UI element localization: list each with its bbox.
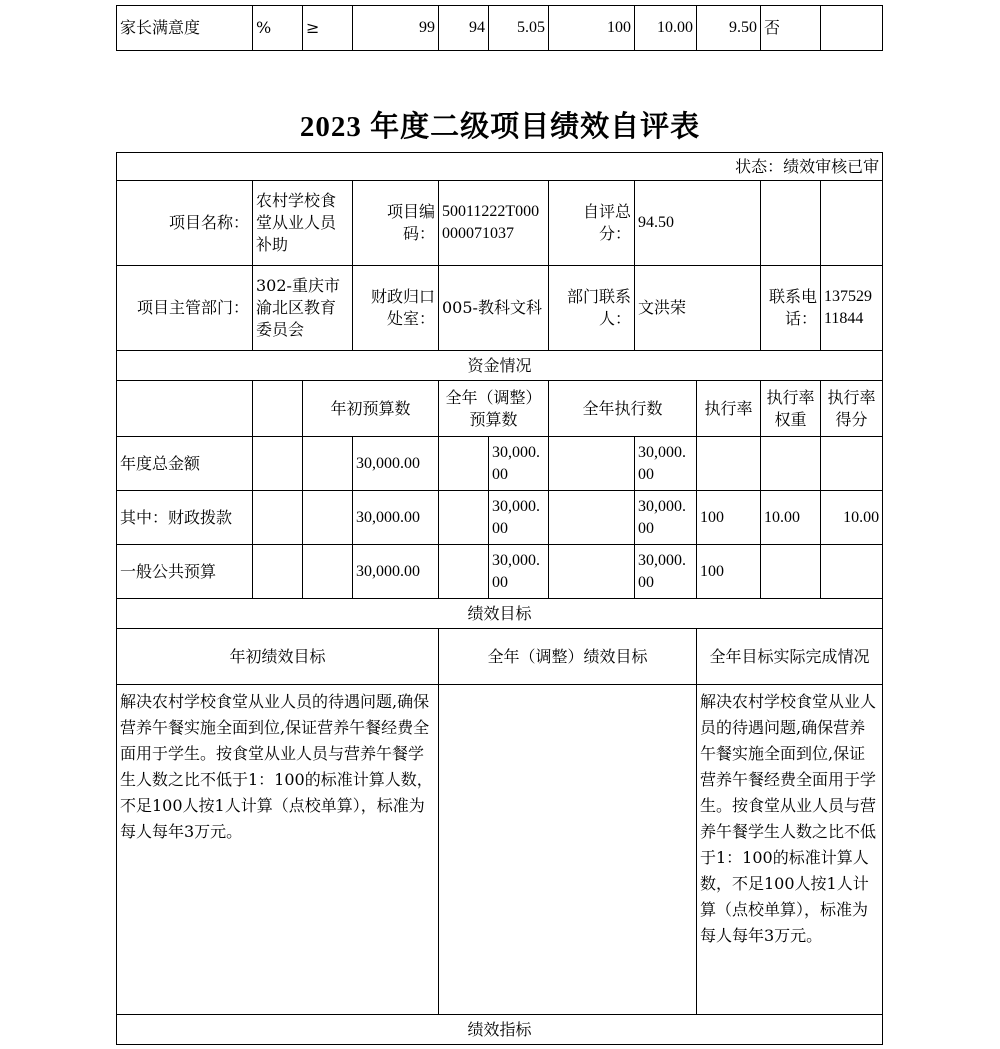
actual-completion-text: 解决农村学校食堂从业人员的待遇问题,确保营养午餐实施全面到位,保证营养午餐经费全面用于学生。按食堂从业人员与营养午餐学生人数之比不低于1：100的标准计算人数，不足100人按1人计算（点校单算），标准为每人每年3万元。 — [697, 685, 883, 1015]
fund-rate — [697, 437, 761, 491]
empty-cell — [303, 437, 353, 491]
previous-table-row — [116, 5, 883, 51]
self-score-value: 94.50 — [635, 181, 761, 266]
fund-score — [821, 545, 883, 599]
dept-label: 项目主管部门： — [117, 266, 253, 351]
project-code-value: 50011222T000000071037 — [439, 181, 549, 266]
project-name-label: 项目名称： — [117, 181, 253, 266]
fund-row-label: 其中：财政拨款 — [117, 491, 253, 545]
finance-office-value: 005-教科文科 — [439, 266, 549, 351]
empty-cell — [303, 491, 353, 545]
empty-cell — [439, 545, 489, 599]
empty-cell — [253, 491, 303, 545]
evaluation-table — [116, 152, 883, 1045]
indicator-operator: ≥ — [303, 6, 353, 51]
empty-cell — [821, 6, 883, 51]
fund-initial: 30,000.00 — [353, 437, 439, 491]
empty-cell — [761, 181, 821, 266]
header-executed: 全年执行数 — [549, 381, 697, 437]
indicator-flag: 否 — [761, 6, 821, 51]
empty-cell — [549, 545, 635, 599]
phone-label: 联系电话： — [761, 266, 821, 351]
phone-value: 13752911844 — [821, 266, 883, 351]
initial-goal-text: 解决农村学校食堂从业人员的待遇问题,确保营养午餐实施全面到位,保证营养午餐经费全面用于学生。按食堂从业人员与营养午餐学生人数之比不低于1：100的标准计算人数，不足100人按1人计算（点校单算），标准为每人每年3万元。 — [117, 685, 439, 1015]
indicator-value: 5.05 — [489, 6, 549, 51]
fund-executed: 30,000.00 — [635, 437, 697, 491]
fund-rate: 100 — [697, 491, 761, 545]
fund-weight — [761, 437, 821, 491]
fund-initial: 30,000.00 — [353, 491, 439, 545]
fund-weight: 10.00 — [761, 491, 821, 545]
header-exec-weight: 执行率权重 — [761, 381, 821, 437]
indicators-section-title: 绩效指标 — [117, 1015, 883, 1045]
empty-cell — [253, 381, 303, 437]
empty-cell — [549, 437, 635, 491]
status-text: 状态：绩效审核已审 — [117, 153, 883, 181]
empty-cell — [117, 381, 253, 437]
fund-adjusted: 30,000.00 — [489, 491, 549, 545]
header-adjusted-goal: 全年（调整）绩效目标 — [439, 629, 697, 685]
finance-office-label: 财政归口处室： — [353, 266, 439, 351]
fund-initial: 30,000.00 — [353, 545, 439, 599]
empty-cell — [253, 545, 303, 599]
empty-cell — [253, 437, 303, 491]
empty-cell — [439, 437, 489, 491]
indicator-value: 9.50 — [697, 6, 761, 51]
fund-executed: 30,000.00 — [635, 491, 697, 545]
dept-value: 302-重庆市渝北区教育委员会 — [253, 266, 353, 351]
fund-weight — [761, 545, 821, 599]
contact-label: 部门联系人： — [549, 266, 635, 351]
goals-section-title: 绩效目标 — [117, 599, 883, 629]
project-name-value: 农村学校食堂从业人员补助 — [253, 181, 353, 266]
fund-adjusted: 30,000.00 — [489, 437, 549, 491]
page-title — [0, 104, 1000, 145]
fund-executed: 30,000.00 — [635, 545, 697, 599]
contact-value: 文洪荣 — [635, 266, 761, 351]
header-adjusted-budget: 全年（调整）预算数 — [439, 381, 549, 437]
indicator-unit: % — [253, 6, 303, 51]
fund-row-label: 一般公共预算 — [117, 545, 253, 599]
empty-cell — [549, 491, 635, 545]
empty-cell — [303, 545, 353, 599]
self-score-label: 自评总分： — [549, 181, 635, 266]
fund-score: 10.00 — [821, 491, 883, 545]
header-initial-budget: 年初预算数 — [303, 381, 439, 437]
indicator-value: 99 — [353, 6, 439, 51]
empty-cell — [821, 181, 883, 266]
fund-adjusted: 30,000.00 — [489, 545, 549, 599]
empty-cell — [439, 491, 489, 545]
project-code-label: 项目编码： — [353, 181, 439, 266]
indicator-value: 94 — [439, 6, 489, 51]
funds-section-title: 资金情况 — [117, 351, 883, 381]
adjusted-goal-text — [439, 685, 697, 1015]
title-year: 2023 — [299, 111, 362, 143]
fund-rate: 100 — [697, 545, 761, 599]
indicator-label: 家长满意度 — [117, 6, 253, 51]
indicator-value: 10.00 — [635, 6, 697, 51]
header-exec-rate: 执行率 — [697, 381, 761, 437]
fund-score — [821, 437, 883, 491]
header-actual-completion: 全年目标实际完成情况 — [697, 629, 883, 685]
indicator-value: 100 — [549, 6, 635, 51]
header-initial-goal: 年初绩效目标 — [117, 629, 439, 685]
title-text: 年度二级项目绩效自评表 — [370, 109, 701, 143]
fund-row-label: 年度总金额 — [117, 437, 253, 491]
header-exec-score: 执行率得分 — [821, 381, 883, 437]
